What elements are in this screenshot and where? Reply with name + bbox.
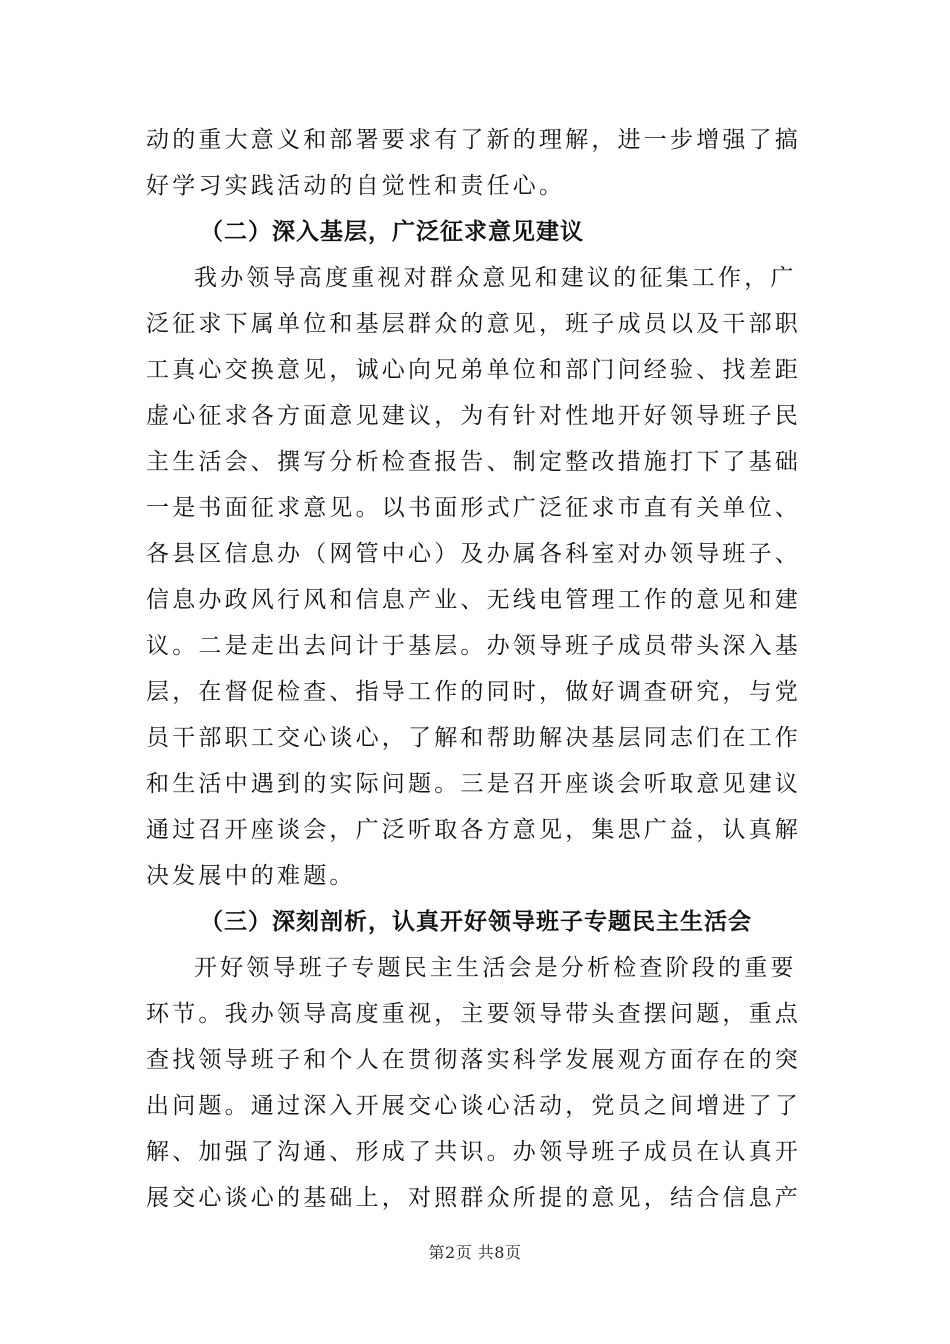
body-line: 议。二是走出去问计于基层。办领导班子成员带头深入基 (146, 633, 801, 659)
body-line: 一是书面征求意见。以书面形式广泛征求市直有关单位、 (146, 495, 801, 521)
body-line: 员干部职工交心谈心，了解和帮助解决基层同志们在工作 (146, 725, 801, 751)
body-line: 工真心交换意见，诚心向兄弟单位和部门问经验、找差距 (146, 357, 801, 383)
document-body (146, 117, 806, 1221)
section-heading: （三）深刻剖析，认真开好领导班子专题民主生活会 (200, 909, 752, 935)
body-line: 展交心谈心的基础上，对照群众所提的意见，结合信息产 (146, 1185, 801, 1211)
body-line: 虚心征求各方面意见建议，为有针对性地开好领导班子民 (146, 403, 801, 429)
body-line: 决发展中的难题。 (146, 863, 356, 889)
body-line: 环节。我办领导高度重视，主要领导带头查摆问题，重点 (146, 1001, 801, 1027)
body-line: 好学习实践活动的自觉性和责任心。 (146, 173, 566, 199)
paragraph-first-line: 我办领导高度重视对群众意见和建议的征集工作，广 (194, 265, 797, 291)
section-heading: （二）深入基层，广泛征求意见建议 (200, 219, 584, 245)
page-number-footer: 第2页 共8页 (428, 1243, 522, 1262)
body-line: 和生活中遇到的实际问题。三是召开座谈会听取意见建议 (146, 771, 801, 797)
body-line: 信息办政风行风和信息产业、无线电管理工作的意见和建 (146, 587, 801, 613)
body-line: 各县区信息办（网管中心）及办属各科室对办领导班子、 (146, 541, 801, 567)
body-line: 出问题。通过深入开展交心谈心活动，党员之间增进了了 (146, 1093, 801, 1119)
body-line: 查找领导班子和个人在贯彻落实科学发展观方面存在的突 (146, 1047, 801, 1073)
body-line: 层，在督促检查、指导工作的同时，做好调查研究，与党 (146, 679, 801, 705)
paragraph-first-line: 开好领导班子专题民主生活会是分析检查阶段的重要 (194, 955, 797, 981)
body-line: 解、加强了沟通、形成了共识。办领导班子成员在认真开 (146, 1139, 801, 1165)
body-line: 泛征求下属单位和基层群众的意见，班子成员以及干部职 (146, 311, 801, 337)
body-line: 主生活会、撰写分析检查报告、制定整改措施打下了基础 (146, 449, 801, 475)
body-line: 通过召开座谈会，广泛听取各方意见，集思广益，认真解 (146, 817, 801, 843)
body-line: 动的重大意义和部署要求有了新的理解，进一步增强了搞 (146, 127, 801, 153)
